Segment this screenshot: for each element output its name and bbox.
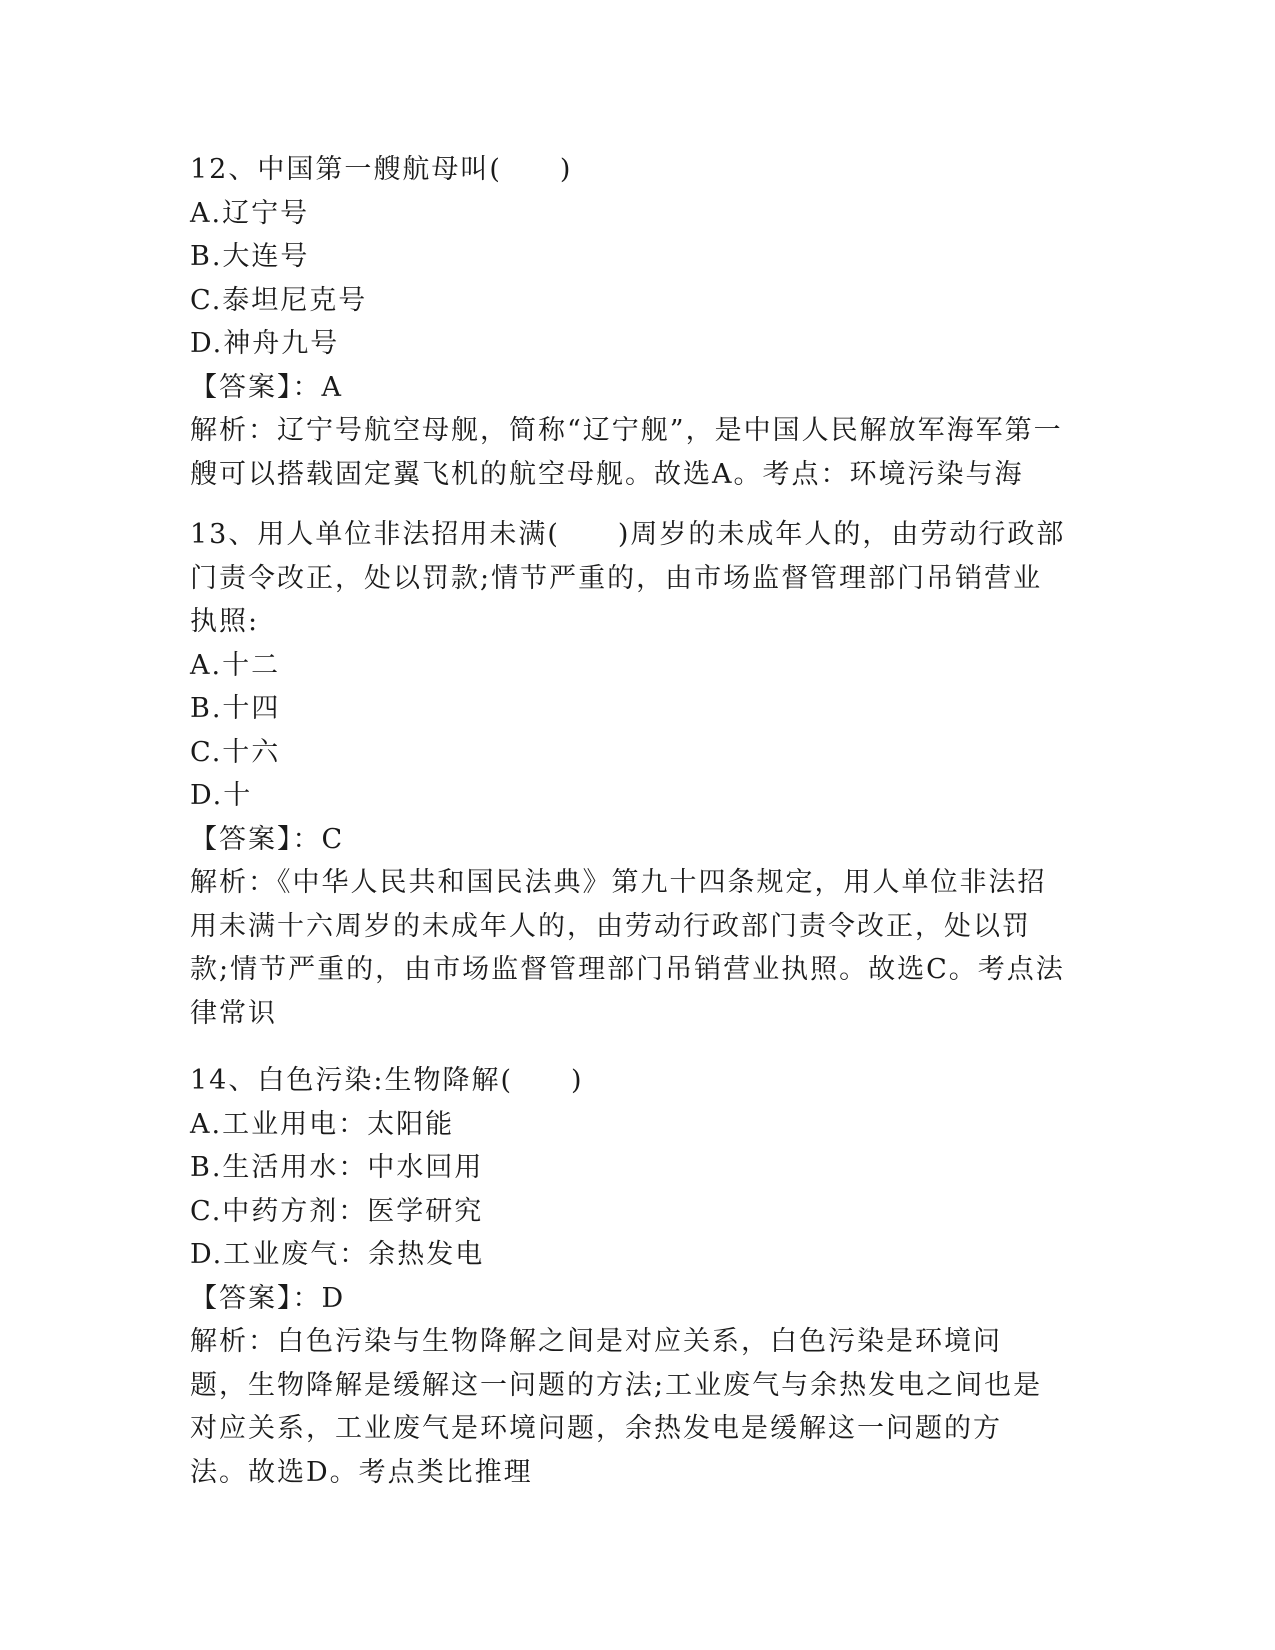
option-c: C.十六 xyxy=(190,736,281,768)
question-12 xyxy=(190,148,1090,496)
answer: 【答案】：C xyxy=(190,823,345,855)
answer: 【答案】：A xyxy=(190,371,343,403)
answer: 【答案】：D xyxy=(190,1282,346,1314)
option-c: C.泰坦尼克号 xyxy=(190,284,368,316)
option-d: D.十 xyxy=(190,780,253,811)
question-14 xyxy=(190,1059,1090,1494)
analysis: 解析：《中华人民共和国民法典》第九十四条规定，用人单位非法招用未满十六周岁的未成年人的，由劳动行政部门责令改正，处以罚款;情节严重的，由市场监督管理部门吊销营业执照。故选C。考点法律常识 xyxy=(190,867,1065,1029)
option-b: B.大连号 xyxy=(190,241,310,272)
option-b: B.十四 xyxy=(190,693,281,724)
analysis: 解析：白色污染与生物降解之间是对应关系，白色污染是环境问题，生物降解是缓解这一问题的方法;工业废气与余热发电之间也是对应关系，工业废气是环境问题，余热发电是缓解这一问题的方法。故选D。考点类比推理 xyxy=(190,1326,1043,1488)
option-d: D.神舟九号 xyxy=(190,328,340,359)
option-a: A.辽宁号 xyxy=(190,197,310,229)
question-stem: 14、白色污染:生物降解( ) xyxy=(190,1065,584,1096)
option-c: C.中药方剂：医学研究 xyxy=(190,1195,484,1227)
option-b: B.生活用水：中水回用 xyxy=(190,1152,484,1183)
option-a: A.十二 xyxy=(190,649,281,681)
question-stem: 13、用人单位非法招用未满( )周岁的未成年人的，由劳动行政部门责令改正，处以罚款;情节严重的，由市场监督管理部门吊销营业执照: xyxy=(190,519,1066,637)
option-d: D.工业废气：余热发电 xyxy=(190,1239,485,1270)
question-stem: 12、中国第一艘航母叫( ) xyxy=(190,154,573,185)
option-a: A.工业用电：太阳能 xyxy=(190,1108,455,1140)
analysis: 解析：辽宁号航空母舰，简称“辽宁舰”，是中国人民解放军海军第一艘可以搭载固定翼飞机的航空母舰。故选A。考点：环境污染与海 xyxy=(190,415,1063,490)
question-13 xyxy=(190,513,1090,1035)
